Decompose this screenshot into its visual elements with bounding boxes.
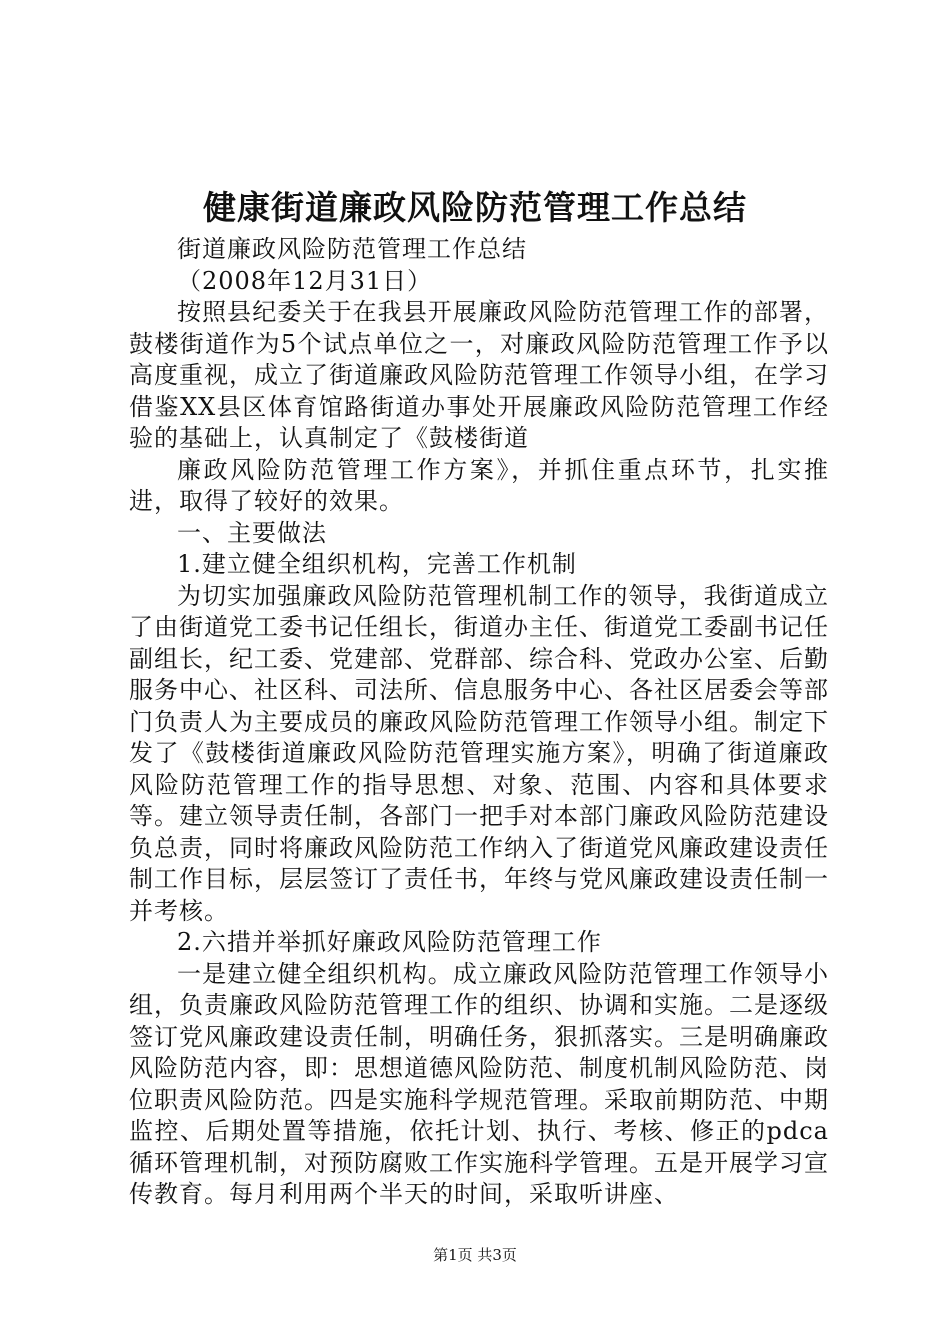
section-heading: 一、主要做法 bbox=[177, 518, 327, 547]
date-paragraph: （2008年12月31日） bbox=[177, 266, 433, 295]
body-paragraph-2: 一是建立健全组织机构。成立廉政风险防范管理工作领导小组，负责廉政风险防范管理工作的组织、协调和实施。二是逐级签订党风廉政建设责任制，明确任务，狠抓落实。三是明确廉政风险防范内容，即：思想道德风险防范、制度机制风险防范、岗位职责风险防范。四是实施科学规范管理。采取前期防范、中期监控、后期处置等措施，依托计划、执行、考核、修正的pdca循环管理机制，对预防腐败工作实施科学管理。五是开展学习宣传教育。每月利用两个半天的时间，采取听讲座、 bbox=[129, 959, 829, 1208]
subsection-heading-1: 1.建立健全组织机构，完善工作机制 bbox=[177, 550, 577, 578]
intro-continued-paragraph: 廉政风险防范管理工作方案》，并抓住重点环节，扎实推进，取得了较好的效果。 bbox=[129, 455, 829, 515]
document-body bbox=[129, 234, 829, 1211]
intro-paragraph: 按照县纪委关于在我县开展廉政风险防范管理工作的部署，鼓楼街道作为5个试点单位之一，对廉政风险防范管理工作予以高度重视，成立了街道廉政风险防范管理工作领导小组，在学习借鉴XX县区体育馆路街道办事处开展廉政风险防范管理工作经验的基础上，认真制定了《鼓楼街道 bbox=[129, 298, 829, 452]
page-footer: 第1页 共3页 bbox=[433, 1246, 517, 1264]
subsection-heading-2: 2.六措并举抓好廉政风险防范管理工作 bbox=[177, 928, 602, 956]
subtitle-paragraph: 街道廉政风险防范管理工作总结 bbox=[177, 235, 527, 263]
document-title: 健康街道廉政风险防范管理工作总结 bbox=[203, 188, 747, 227]
body-paragraph-1: 为切实加强廉政风险防范管理机制工作的领导，我街道成立了由街道党工委书记任组长，街道办主任、街道党工委副书记任副组长，纪工委、党建部、党群部、综合科、党政办公室、后勤服务中心、社区科、司法所、信息服务中心、各社区居委会等部门负责人为主要成员的廉政风险防范管理工作领导小组。制定下发了《鼓楼街道廉政风险防范管理实施方案》，明确了街道廉政风险防范管理工作的指导思想、对象、范围、内容和具体要求等。建立领导责任制，各部门一把手对本部门廉政风险防范建设负总责，同时将廉政风险防范工作纳入了街道党风廉政建设责任制工作目标，层层签订了责任书，年终与党风廉政建设责任制一并考核。 bbox=[129, 581, 829, 925]
